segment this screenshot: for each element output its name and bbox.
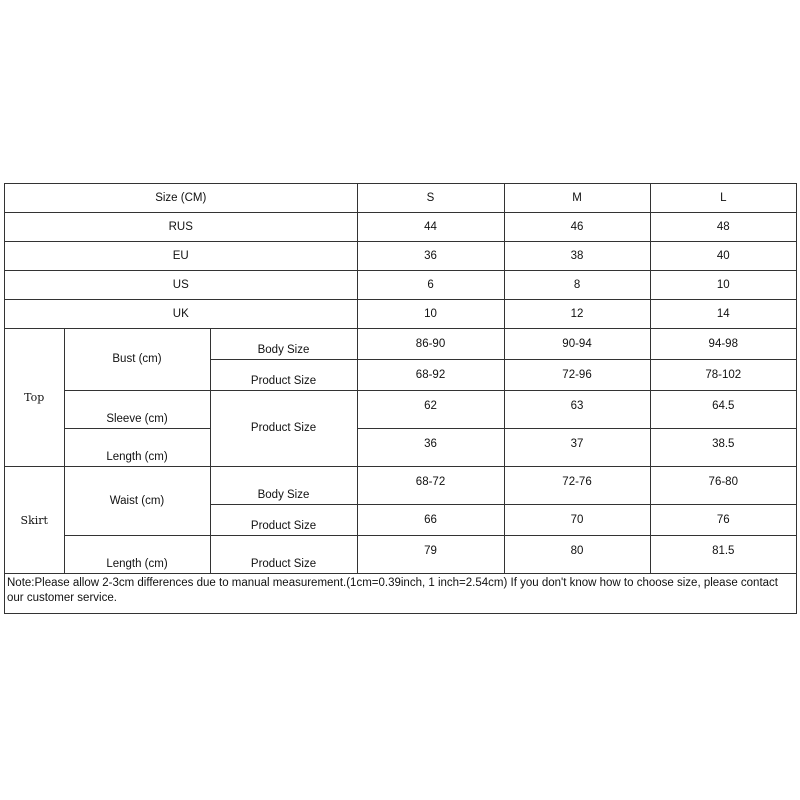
- type-label: Product Size: [210, 391, 357, 467]
- cell: 72-76: [504, 467, 650, 505]
- cell: 46: [504, 213, 650, 242]
- cell: 48: [650, 213, 796, 242]
- type-label: Product Size: [210, 360, 357, 391]
- cell: 6: [357, 271, 504, 300]
- table-row: [5, 329, 796, 360]
- cell: 70: [504, 505, 650, 536]
- cell: 72-96: [504, 360, 650, 391]
- cell: 68-92: [357, 360, 504, 391]
- table-row: [5, 536, 796, 574]
- column-header-l: L: [650, 184, 796, 213]
- type-label: Body Size: [210, 467, 357, 505]
- type-label: Body Size: [210, 329, 357, 360]
- size-chart: [4, 183, 797, 614]
- cell: 37: [504, 429, 650, 467]
- cell: 40: [650, 242, 796, 271]
- cell: 81.5: [650, 536, 796, 574]
- cell: 12: [504, 300, 650, 329]
- cell: 63: [504, 391, 650, 429]
- section-label-skirt: Skirt: [5, 467, 64, 574]
- measure-label: Bust (cm): [64, 329, 210, 391]
- cell: 38: [504, 242, 650, 271]
- cell: 79: [357, 536, 504, 574]
- cell: 90-94: [504, 329, 650, 360]
- table-row: [5, 467, 796, 505]
- cell: 64.5: [650, 391, 796, 429]
- column-header-s: S: [357, 184, 504, 213]
- row-label: US: [5, 271, 357, 300]
- table-row: [5, 429, 796, 467]
- measure-label: Waist (cm): [64, 467, 210, 536]
- measure-label: Length (cm): [64, 536, 210, 574]
- table-row: [5, 271, 796, 300]
- cell: 36: [357, 242, 504, 271]
- cell: 44: [357, 213, 504, 242]
- row-label: RUS: [5, 213, 357, 242]
- cell: 76: [650, 505, 796, 536]
- table-row: [5, 213, 796, 242]
- cell: 10: [650, 271, 796, 300]
- row-label: UK: [5, 300, 357, 329]
- measure-label: Length (cm): [64, 429, 210, 467]
- column-header-m: M: [504, 184, 650, 213]
- section-label-top: Top: [5, 329, 64, 467]
- cell: 86-90: [357, 329, 504, 360]
- cell: 94-98: [650, 329, 796, 360]
- table-row: [5, 300, 796, 329]
- measurement-note: Note:Please allow 2-3cm differences due to manual measurement.(1cm=0.39inch, 1 inch=2.54cm) If you don't know how to choose size, please contact our customer service.: [7, 577, 778, 604]
- measure-label: Sleeve (cm): [64, 391, 210, 429]
- type-label: Product Size: [210, 536, 357, 574]
- cell: 14: [650, 300, 796, 329]
- cell: 80: [504, 536, 650, 574]
- table-row: [5, 391, 796, 429]
- cell: 66: [357, 505, 504, 536]
- size-table: [5, 184, 796, 574]
- cell: 78-102: [650, 360, 796, 391]
- cell: 8: [504, 271, 650, 300]
- cell: 68-72: [357, 467, 504, 505]
- size-header: Size (CM): [5, 184, 357, 213]
- cell: 10: [357, 300, 504, 329]
- cell: 76-80: [650, 467, 796, 505]
- row-label: EU: [5, 242, 357, 271]
- table-row: [5, 242, 796, 271]
- cell: 36: [357, 429, 504, 467]
- cell: 38.5: [650, 429, 796, 467]
- type-label: Product Size: [210, 505, 357, 536]
- cell: 62: [357, 391, 504, 429]
- header-row: [5, 184, 796, 213]
